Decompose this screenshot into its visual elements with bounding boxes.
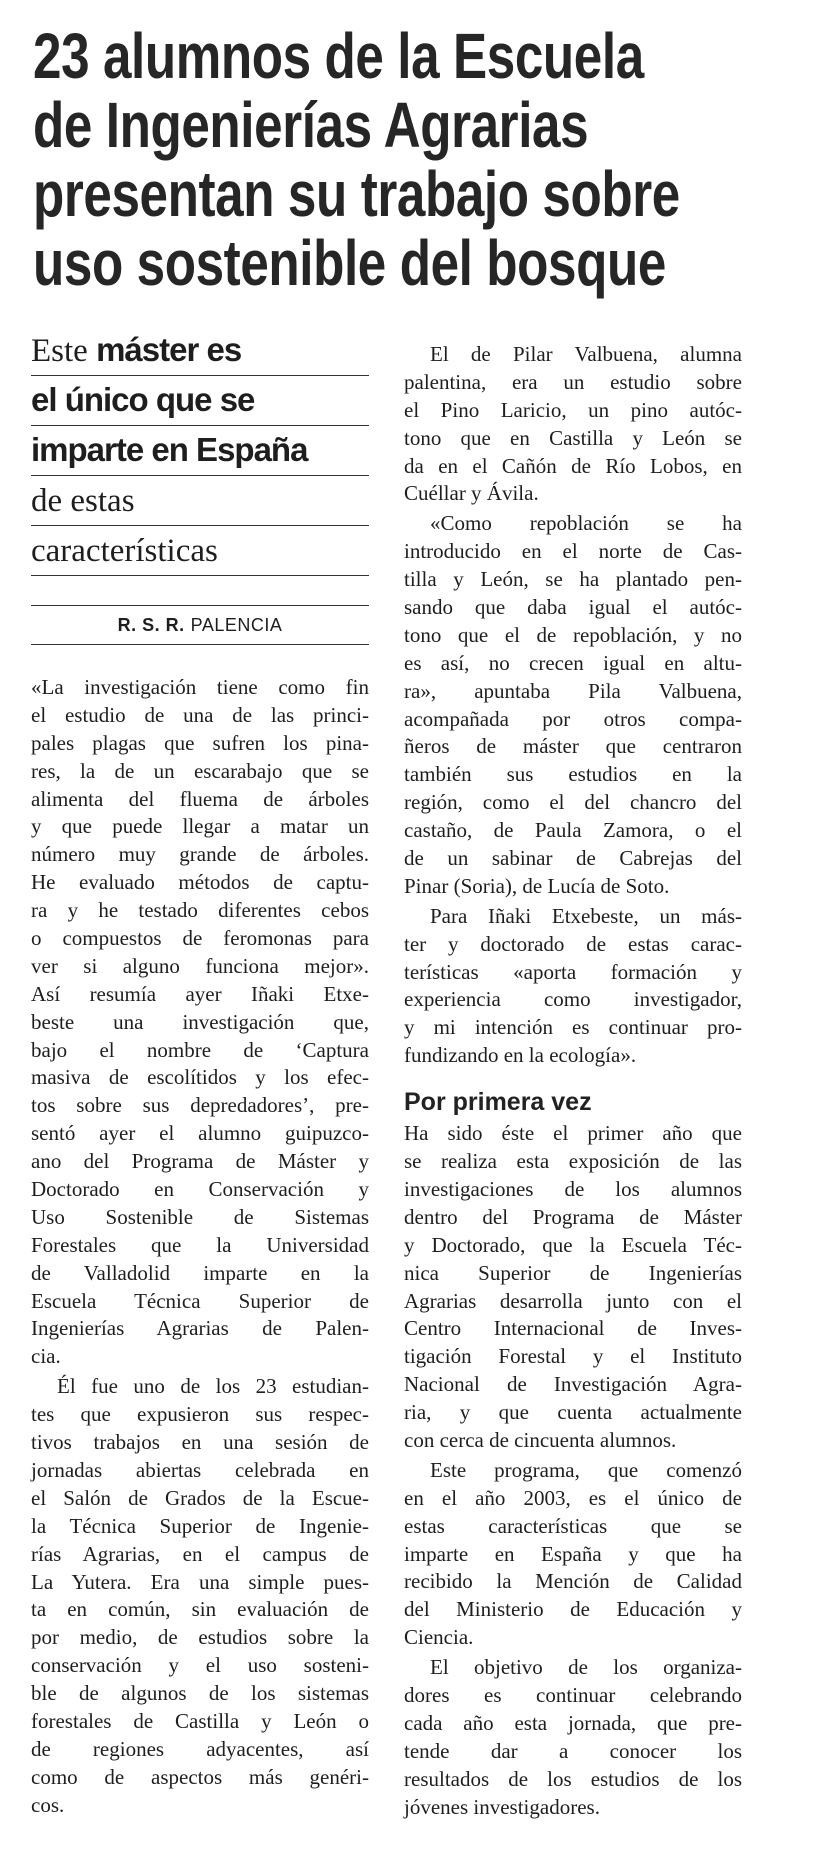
text-line: Nacional de Investigación Agra- bbox=[404, 1372, 742, 1397]
text-line: tono que el de repoblación, y no bbox=[404, 622, 742, 647]
paragraph bbox=[31, 1373, 369, 1819]
text-line: dores es continuar celebrando bbox=[404, 1682, 742, 1707]
text-line: Centro Internacional de Inves- bbox=[404, 1316, 742, 1341]
text-line: es así, no crecen igual en altu- bbox=[404, 650, 742, 675]
deck-line bbox=[31, 476, 369, 526]
text-line: Este programa, que comenzó bbox=[430, 1457, 742, 1482]
text-line: Ha sido éste el primer año que bbox=[404, 1121, 742, 1146]
text-line: fundizando en la ecología». bbox=[404, 1043, 637, 1068]
text-line: de un sabinar de Cabrejas del bbox=[404, 846, 742, 871]
text-line: se realiza esta exposición de las bbox=[404, 1149, 742, 1174]
text-line: ta en común, sin evaluación de bbox=[31, 1597, 369, 1622]
divider bbox=[31, 576, 369, 606]
text-line: ter y doctorado de estas carac- bbox=[404, 931, 742, 956]
body-column-right bbox=[404, 341, 742, 1823]
byline-location: PALENCIA bbox=[190, 615, 283, 635]
paragraph bbox=[404, 341, 742, 508]
text-line: del Ministerio de Educación y bbox=[404, 1597, 742, 1622]
text-line: rías Agrarias, en el campus de bbox=[31, 1541, 369, 1566]
text-line: introducido en el norte de Cas- bbox=[404, 539, 742, 564]
headline-line: presentan su trabajo sobre bbox=[33, 158, 680, 230]
text-line: Forestales que la Universidad bbox=[31, 1232, 369, 1257]
text-line: de Valladolid imparte en la bbox=[31, 1260, 369, 1285]
text-line: res, la de un escarabajo que se bbox=[31, 758, 369, 783]
text-line: experiencia como investigador, bbox=[404, 987, 742, 1012]
paragraph bbox=[404, 1120, 742, 1455]
text-line: y mi intención es continuar pro- bbox=[404, 1015, 742, 1040]
paragraph bbox=[404, 903, 742, 1070]
text-line: jornadas abiertas celebrada en bbox=[31, 1457, 369, 1482]
text-line: y que puede llegar a matar un bbox=[31, 814, 369, 839]
text-line: de regiones adyacentes, así bbox=[31, 1736, 369, 1761]
byline-author: R. S. R. bbox=[117, 615, 185, 635]
text-line: y Doctorado, que la Escuela Téc- bbox=[404, 1232, 742, 1257]
text-line: ra», apuntaba Pila Valbuena, bbox=[404, 678, 742, 703]
text-line: «Como repoblación se ha bbox=[430, 511, 742, 536]
text-line: región, como el del chancro del bbox=[404, 790, 742, 815]
text-line: la Técnica Superior de Ingenie- bbox=[31, 1513, 369, 1538]
text-line: acompañada por otros compa- bbox=[404, 706, 742, 731]
text-line: con cerca de cincuenta alumnos. bbox=[404, 1427, 677, 1452]
deck-text-light: Este bbox=[31, 333, 97, 369]
text-line: resultados de los estudios de los bbox=[404, 1766, 742, 1791]
section-subhead: Por primera vez bbox=[404, 1088, 592, 1117]
text-line: Él fue uno de los 23 estudian- bbox=[57, 1374, 369, 1399]
text-line: He evaluado métodos de captu- bbox=[31, 870, 369, 895]
text-line: Uso Sostenible de Sistemas bbox=[31, 1204, 369, 1229]
text-line: «La investigación tiene como fin bbox=[31, 675, 369, 699]
headline bbox=[33, 22, 793, 298]
text-line: ra y he testado diferentes cebos bbox=[31, 898, 369, 923]
text-line: imparte en España y que ha bbox=[404, 1541, 742, 1566]
text-line: forestales de Castilla y León o bbox=[31, 1708, 369, 1733]
deck-line bbox=[31, 326, 369, 376]
text-line: pales plagas que sufren los pina- bbox=[31, 730, 369, 755]
text-line: tono que en Castilla y León se bbox=[404, 425, 742, 450]
text-line: palentina, era un estudio sobre bbox=[404, 369, 742, 394]
text-line: tilla y León, se ha plantado pen- bbox=[404, 567, 742, 592]
text-line: por medio, de estudios sobre la bbox=[31, 1625, 369, 1650]
text-line: ria, y que cuenta actualmente bbox=[404, 1400, 742, 1425]
body-column-left bbox=[31, 674, 369, 1822]
text-line: Ciencia. bbox=[404, 1625, 474, 1650]
headline-line: uso sostenible del bosque bbox=[33, 227, 666, 299]
text-line: castaño, de Paula Zamora, o el bbox=[404, 818, 742, 843]
text-line: tende dar a conocer los bbox=[404, 1738, 742, 1763]
text-line: conservación y el uso sosteni- bbox=[31, 1653, 369, 1678]
text-line: sentó ayer el alumno guipuzco- bbox=[31, 1121, 369, 1146]
deck-text-light: de estas bbox=[31, 483, 135, 519]
text-line: Ingenierías Agrarias de Palen- bbox=[31, 1316, 369, 1341]
text-line: ble de algunos de los sistemas bbox=[31, 1681, 369, 1706]
text-line: cada año esta jornada, que pre- bbox=[404, 1710, 742, 1735]
text-line: terísticas «aporta formación y bbox=[404, 959, 742, 984]
text-line: cos. bbox=[31, 1792, 65, 1817]
text-line: tes que expusieron sus respec- bbox=[31, 1402, 369, 1427]
text-line: recibido la Mención de Calidad bbox=[404, 1569, 742, 1594]
text-line: tivos trabajos en una sesión de bbox=[31, 1430, 369, 1455]
text-line: da en el Cañón de Río Lobos, en bbox=[404, 453, 742, 478]
byline bbox=[31, 606, 369, 645]
text-line: Pinar (Soria), de Lucía de Soto. bbox=[404, 873, 670, 898]
deck-text-bold: imparte en España bbox=[31, 431, 308, 468]
paragraph bbox=[404, 510, 742, 900]
text-line: Doctorado en Conservación y bbox=[31, 1177, 369, 1202]
paragraph bbox=[404, 1654, 742, 1821]
text-line: el Salón de Grados de la Escue- bbox=[31, 1485, 369, 1510]
text-line: tos sobre sus depredadores’, pre- bbox=[31, 1093, 369, 1118]
deck-line bbox=[31, 426, 369, 476]
text-line: ñeros de máster que centraron bbox=[404, 734, 742, 759]
text-line: El objetivo de los organiza- bbox=[430, 1655, 742, 1680]
text-line: ano del Programa de Máster y bbox=[31, 1149, 369, 1174]
deck-text-light: características bbox=[31, 533, 218, 569]
text-line: también sus estudios en la bbox=[404, 762, 742, 787]
deck-text-bold: el único que se bbox=[31, 381, 255, 418]
text-line: estas características que se bbox=[404, 1513, 742, 1538]
text-line: alimenta del fluema de árboles bbox=[31, 786, 369, 811]
text-line: bajo el nombre de ‘Captura bbox=[31, 1037, 369, 1062]
text-line: Así resumía ayer Iñaki Etxe- bbox=[31, 981, 369, 1006]
text-line: jóvenes investigadores. bbox=[404, 1794, 600, 1819]
text-line: tigación Forestal y el Instituto bbox=[404, 1344, 742, 1369]
text-line: como de aspectos más genéri- bbox=[31, 1764, 369, 1789]
text-line: La Yutera. Era una simple pues- bbox=[31, 1569, 369, 1594]
text-line: nica Superior de Ingenierías bbox=[404, 1260, 742, 1285]
text-line: sando que daba igual el autóc- bbox=[404, 595, 742, 620]
text-line: Escuela Técnica Superior de bbox=[31, 1288, 369, 1313]
text-line: cia. bbox=[31, 1344, 61, 1369]
text-line: Cuéllar y Ávila. bbox=[404, 481, 539, 506]
paragraph bbox=[31, 674, 369, 1371]
headline-line: 23 alumnos de la Escuela bbox=[33, 20, 644, 92]
paragraph bbox=[404, 1457, 742, 1652]
deck-line bbox=[31, 526, 369, 576]
text-line: Agrarias desarrolla junto con el bbox=[404, 1288, 742, 1313]
text-line: número muy grande de árboles. bbox=[31, 842, 369, 867]
text-line: el estudio de una de las princi- bbox=[31, 702, 369, 727]
text-line: o compuestos de feromonas para bbox=[31, 926, 369, 951]
text-line: investigaciones de los alumnos bbox=[404, 1176, 742, 1201]
headline-line: de Ingenierías Agrarias bbox=[33, 89, 589, 161]
text-line: en el año 2003, es el único de bbox=[404, 1485, 742, 1510]
text-line: beste una investigación que, bbox=[31, 1009, 369, 1034]
deck-subtitle bbox=[31, 326, 369, 645]
text-line: masiva de escolítidos y los efec- bbox=[31, 1065, 369, 1090]
text-line: Para Iñaki Etxebeste, un más- bbox=[430, 903, 742, 928]
deck-text-bold: máster es bbox=[96, 331, 242, 368]
text-line: El de Pilar Valbuena, alumna bbox=[430, 342, 742, 366]
text-line: dentro del Programa de Máster bbox=[404, 1204, 742, 1229]
deck-line bbox=[31, 376, 369, 426]
text-line: el Pino Laricio, un pino autóc- bbox=[404, 397, 742, 422]
text-line: ver si alguno funciona mejor». bbox=[31, 953, 369, 978]
